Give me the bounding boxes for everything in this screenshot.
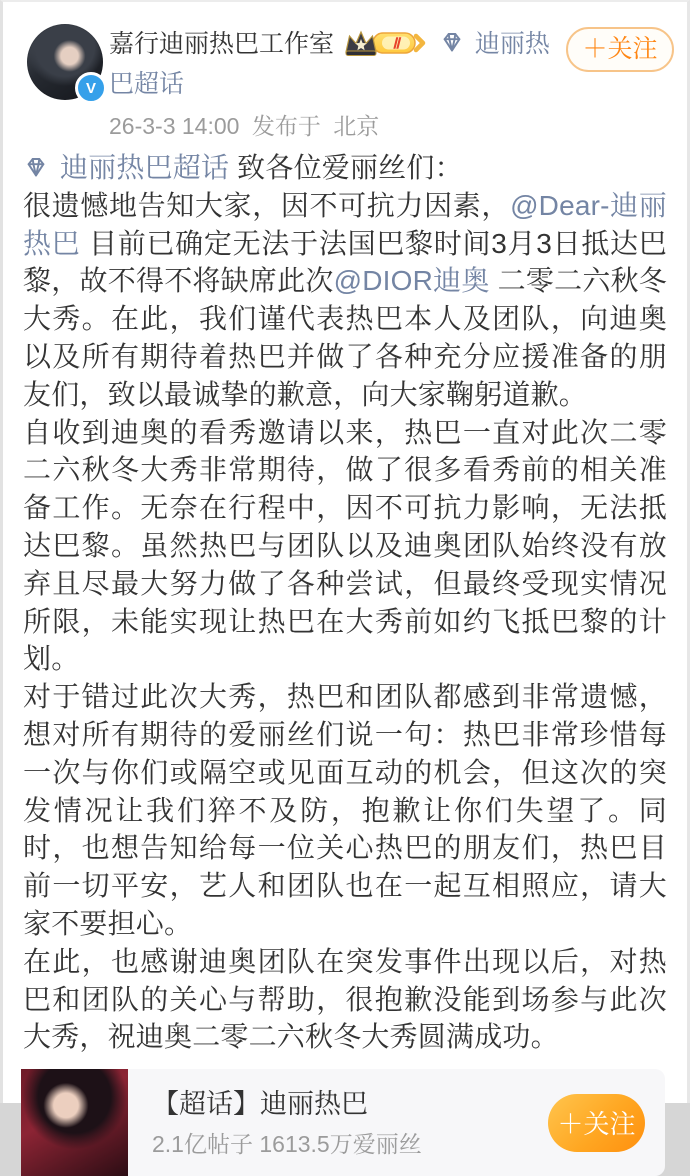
post-text: 致各位爱丽丝们： bbox=[229, 152, 463, 183]
supertopic-icon bbox=[439, 29, 465, 55]
supertopic-card[interactable] bbox=[21, 1069, 665, 1176]
post-text: 二零二六秋冬大秀。在此，我们谨代表热巴本人及团队，向迪奥以及所有期待着热巴并做了各种充分应援准备的朋友们，致以最诚挚的歉意，向大家鞠躬道歉。 bbox=[23, 265, 668, 410]
supertopic-card-stats: 2.1亿帖子 1613.5万爱丽丝 bbox=[152, 1130, 422, 1157]
supertopic-card-thumbnail bbox=[21, 1069, 128, 1176]
post-text: 对于错过此次大秀，热巴和团队都感到非常遗憾，想对所有期待的爱丽丝们说一句：热巴非常珍惜每一次与你们或隔空或见面互动的机会，但这次的突发情况让我们猝不及防，抱歉让你们失望了。同时，也想告知给每一位关心热巴的朋友们，热巴目前一切平安，艺人和团队也在一起互相照应，请大家不要担心。 bbox=[23, 681, 667, 939]
vip-level-text: Ⅱ bbox=[392, 36, 400, 53]
post-header bbox=[3, 2, 687, 140]
supertopic-card-title: 【超话】迪丽热巴 bbox=[152, 1088, 368, 1119]
mention-dear-dilireba[interactable]: @Dear-迪丽热巴 bbox=[23, 189, 667, 259]
supertopic-card-text bbox=[152, 1088, 422, 1158]
name-line bbox=[109, 24, 561, 104]
vip-crown-badge bbox=[342, 27, 426, 59]
post-meta bbox=[109, 112, 561, 140]
timestamp: 26-3-3 14:00 bbox=[109, 113, 240, 139]
posted-from-label: 发布于 bbox=[251, 113, 321, 139]
post-paragraph bbox=[23, 943, 667, 1056]
post-text: 目前已确定无法于法国巴黎时间3月3日抵达巴黎，故不得不将缺席此次 bbox=[23, 227, 667, 297]
follow-button[interactable]: ＋关注 bbox=[566, 27, 674, 72]
header-main bbox=[109, 24, 561, 140]
post-paragraph bbox=[23, 187, 667, 414]
mention-dior[interactable]: @DIOR迪奥 bbox=[333, 265, 490, 297]
post-text: 很遗憾地告知大家，因不可抗力因素， bbox=[23, 189, 511, 221]
post-body bbox=[3, 140, 687, 1056]
post-paragraph bbox=[23, 149, 667, 187]
post-text: 自收到迪奥的看秀邀请以来，热巴一直对此次二零二六秋冬大秀非常期待，做了很多看秀前的相关准备工作。无奈在行程中，因不可抗力影响，无法抵达巴黎。虽然热巴与团队以及迪奥团队始终没有放弃且尽最大努力做了各种尝试，但最终受现实情况所限，未能实现让热巴在大秀前如约飞抵巴黎的计划。 bbox=[23, 416, 667, 675]
location: 北京 bbox=[333, 113, 380, 139]
post-text: 在此，也感谢迪奥团队在突发事件出现以后，对热巴和团队的关心与帮助，很抱歉没能到场参与此次大秀，祝迪奥二零二六秋冬大秀圆满成功。 bbox=[23, 945, 667, 1053]
post-paragraph bbox=[23, 678, 667, 943]
supertopic-link[interactable]: 迪丽热巴超话 bbox=[23, 152, 229, 183]
post-paragraph bbox=[23, 414, 667, 679]
username[interactable]: 嘉行迪丽热巴工作室 bbox=[109, 30, 335, 58]
badge-chevron-icon bbox=[416, 36, 423, 50]
header-supertopic-link[interactable]: 迪丽热巴超话 bbox=[109, 30, 550, 98]
supertopic-follow-button[interactable]: ＋关注 bbox=[548, 1094, 645, 1152]
supertopic-icon bbox=[23, 154, 49, 180]
avatar[interactable] bbox=[27, 24, 103, 100]
verified-badge-icon: V bbox=[75, 72, 107, 104]
